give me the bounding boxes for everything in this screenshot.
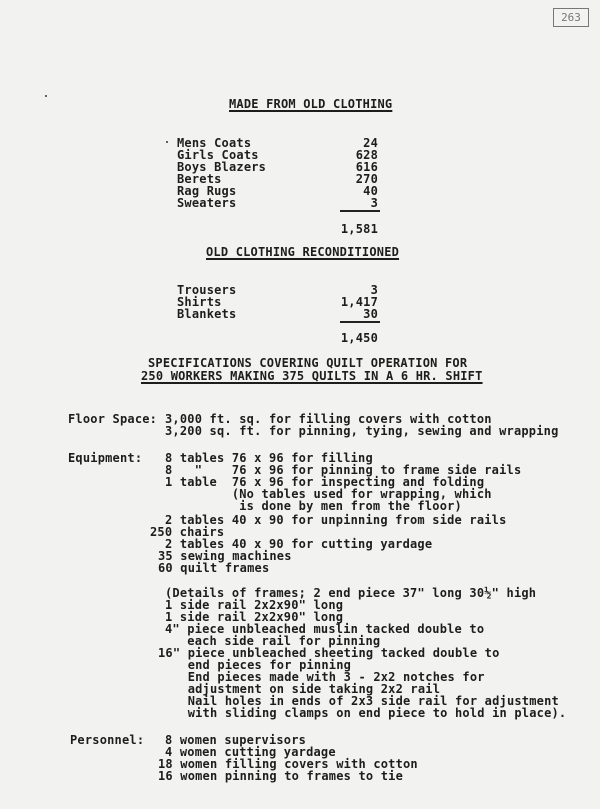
section-total: 1,450 (340, 331, 378, 345)
section-total: 1,581 (340, 222, 378, 236)
item-qty: 1,417 (340, 295, 378, 309)
item-name: Boys Blazers (177, 160, 267, 174)
frame-detail-line: 4" piece unbleached muslin tacked double to (165, 622, 485, 636)
frame-detail-line: 1 side rail 2x2x90" long (165, 610, 344, 624)
bullet-mark (166, 141, 168, 143)
equipment-line: 2 tables 40 x 90 for cutting yardage (165, 537, 433, 551)
equipment-label: Equipment: (68, 451, 143, 465)
frame-detail-line: Nail holes in ends of 2x3 side rail for adjustment (158, 694, 559, 708)
frame-detail-line: with sliding clamps on end piece to hold in place). (158, 706, 567, 720)
frame-detail-line: each side rail for pinning (165, 634, 381, 648)
equipment-line: 2 tables 40 x 90 for unpinning from side rails (165, 513, 507, 527)
equipment-line: 8 tables 76 x 96 for filling (165, 451, 373, 465)
item-qty: 628 (355, 148, 378, 162)
total-rule (340, 210, 380, 212)
item-qty: 24 (363, 136, 378, 150)
item-name: Girls Coats (177, 148, 259, 162)
personnel-line: 8 women supervisors (165, 733, 307, 747)
item-name: Rag Rugs (177, 184, 237, 198)
equipment-line: (No tables used for wrapping, which (165, 487, 492, 501)
page-number: 263 (553, 8, 589, 27)
personnel-line: 18 women filling covers with cotton (158, 757, 418, 771)
item-qty: 40 (363, 184, 378, 198)
equipment-line: 250 chairs (150, 525, 225, 539)
heading-made-from-old-clothing: MADE FROM OLD CLOTHING (229, 97, 393, 111)
equipment-line: 1 table 76 x 96 for inspecting and folding (165, 475, 485, 489)
floor-space-label: Floor Space: (68, 412, 158, 426)
equipment-line: 35 sewing machines (158, 549, 292, 563)
personnel-line: 4 women cutting yardage (165, 745, 336, 759)
heading-old-clothing-reconditioned: OLD CLOTHING RECONDITIONED (206, 245, 400, 259)
item-qty: 3 (370, 196, 378, 210)
equipment-line: is done by men from the floor) (165, 499, 462, 513)
personnel-label: Personnel: (70, 733, 145, 747)
specs-title-line2: 250 WORKERS MAKING 375 QUILTS IN A 6 HR. SHIFT (141, 369, 483, 383)
item-name: Trousers (177, 283, 237, 297)
item-qty: 30 (363, 307, 378, 321)
frame-detail-line: end pieces for pinning (158, 658, 352, 672)
item-name: Berets (177, 172, 222, 186)
equipment-line: 60 quilt frames (158, 561, 270, 575)
total-rule (340, 321, 380, 323)
item-qty: 3 (370, 283, 378, 297)
frame-detail-line: 1 side rail 2x2x90" long (165, 598, 344, 612)
frame-detail-line: End pieces made with 3 - 2x2 notches for (158, 670, 485, 684)
item-qty: 270 (355, 172, 378, 186)
frame-detail-line: adjustment on side taking 2x2 rail (158, 682, 441, 696)
floor-space-line: 3,000 ft. sq. for filling covers with cotton (165, 412, 492, 426)
floor-space-line: 3,200 sq. ft. for pinning, tying, sewing and wrapping (165, 424, 559, 438)
personnel-line: 16 women pinning to frames to tie (158, 769, 404, 783)
equipment-line: 8 " 76 x 96 for pinning to frame side rails (165, 463, 522, 477)
speck-mark (45, 95, 47, 97)
frame-detail-line: 16" piece unbleached sheeting tacked double to (158, 646, 500, 660)
specs-title-line1: SPECIFICATIONS COVERING QUILT OPERATION FOR (148, 356, 468, 370)
item-name: Shirts (177, 295, 222, 309)
frame-detail-line: (Details of frames; 2 end piece 37" long 30½" high (165, 586, 537, 600)
item-name: Mens Coats (177, 136, 252, 150)
item-name: Sweaters (177, 196, 237, 210)
item-qty: 616 (355, 160, 378, 174)
item-name: Blankets (177, 307, 237, 321)
